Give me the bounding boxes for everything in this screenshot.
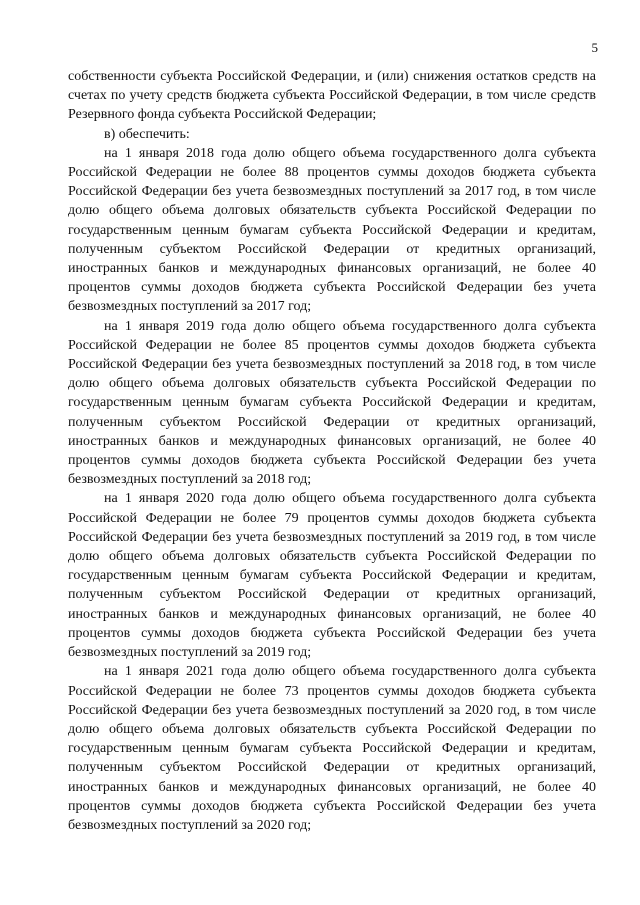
paragraph-2018: на 1 января 2018 года долю общего объема государственного долга субъекта Российской Федерации не более 88 процентов суммы доходов бюджета субъекта Российской Федерации без учета безвозмездных поступлений за 2017 год, в том числе долю общего объема долговых обязательств субъекта Российской Федерации по государственным ценным бумагам субъекта Российской Федерации и кредитам, полученным субъектом Российской Федерации от кредитных организаций, иностранных банков и международных финансовых организаций, не более 40 процентов суммы доходов бюджета субъекта Российской Федерации без учета безвозмездных поступлений за 2017 год;	[68, 145, 596, 315]
paragraph-2021: на 1 января 2021 года долю общего объема государственного долга субъекта Российской Федерации не более 73 процентов суммы доходов бюджета субъекта Российской Федерации без учета безвозмездных поступлений за 2020 год, в том числе долю общего объема долговых обязательств субъекта Российской Федерации по государственным ценным бумагам субъекта Российской Федерации и кредитам, полученным субъектом Российской Федерации от кредитных организаций, иностранных банков и международных финансовых организаций, не более 40 процентов суммы доходов бюджета субъекта Российской Федерации без учета безвозмездных поступлений за 2020 год;	[68, 664, 596, 833]
page-number: 5	[591, 40, 598, 55]
document-body	[68, 67, 596, 835]
paragraph-continuation: собственности субъекта Российской Федерации, и (или) снижения остатков средств на счетах по учету средств бюджета субъекта Российской Федерации, в том числе средств Резервного фонда субъекта Российской Федерации;	[68, 69, 596, 123]
paragraph-subitem-v: в) обеспечить:	[104, 126, 190, 142]
paragraph-2020: на 1 января 2020 года долю общего объема государственного долга субъекта Российской Федерации не более 79 процентов суммы доходов бюджета субъекта Российской Федерации без учета безвозмездных поступлений за 2019 год, в том числе долю общего объема долговых обязательств субъекта Российской Федерации по государственным ценным бумагам субъекта Российской Федерации и кредитам, полученным субъектом Российской Федерации от кредитных организаций, иностранных банков и международных финансовых организаций, не более 40 процентов суммы доходов бюджета субъекта Российской Федерации без учета безвозмездных поступлений за 2019 год;	[68, 491, 596, 661]
paragraph-2019: на 1 января 2019 года долю общего объема государственного долга субъекта Российской Федерации не более 85 процентов суммы доходов бюджета субъекта Российской Федерации без учета безвозмездных поступлений за 2018 год, в том числе долю общего объема долговых обязательств субъекта Российской Федерации по государственным ценным бумагам субъекта Российской Федерации и кредитам, полученным субъектом Российской Федерации от кредитных организаций, иностранных банков и международных финансовых организаций, не более 40 процентов суммы доходов бюджета субъекта Российской Федерации без учета безвозмездных поступлений за 2018 год;	[68, 318, 596, 488]
